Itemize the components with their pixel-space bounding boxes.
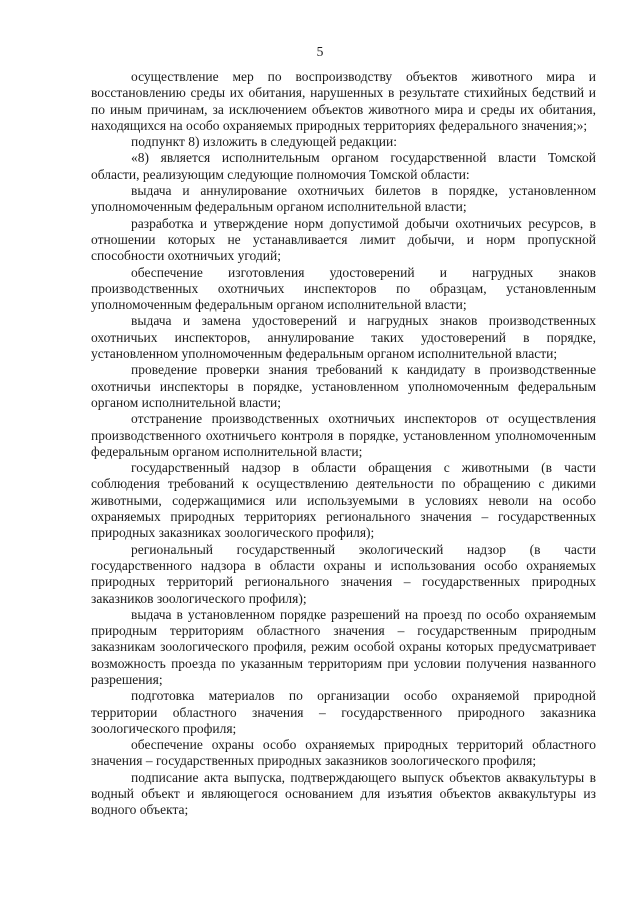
paragraph-subclause-8-intro: подпункт 8) изложить в следующей редакции: xyxy=(131,134,398,150)
paragraph-hunting-tickets: выдача и аннулирование охотничьих билетов в порядке, установленном уполномоченным федеральным органом исполнительной власти; xyxy=(91,183,596,215)
paragraph-knowledge-check: проведение проверки знания требований к кандидату в производственные охотничьи инспекторы в порядке, установленном уполномоченным федеральным органом исполнительной власти; xyxy=(91,362,596,410)
paragraph-hunting-norms: разработка и утверждение норм допустимой добычи охотничьих ресурсов, в отношении которых не устанавливается лимит добычи, и норм пропускной способности охотничьих угодий; xyxy=(91,215,596,264)
paragraph-clause-8: «8) является исполнительным органом государственной власти Томской области, реализующим следующие полномочия Томской области: xyxy=(91,150,596,182)
paragraph-inspector-removal: отстранение производственных охотничьих инспекторов от осуществления производственного охотничьего контроля в порядке, установленном уполномоченным федеральным органом исполнительной власти; xyxy=(91,411,596,459)
document-body xyxy=(91,69,596,819)
paragraph-territory-protection: обеспечение охраны особо охраняемых природных территорий областного значения – государственных природных заказников зоологического профиля; xyxy=(91,737,596,769)
paragraph-animal-supervision: государственный надзор в области обращения с животными (в части соблюдения требований к осуществлению деятельности по обращению с дикими животными, содержащимися или используемыми в условиях неволи на особо охраняемых природных территориях регионального значения – государственных природных заказниках зоологического профиля); xyxy=(91,460,596,541)
paragraph-ecological-supervision: региональный государственный экологический надзор (в части государственного надзора в области охраны и использования особо охраняемых природных территорий регионального значения – государственных природных заказников зоологического профиля); xyxy=(91,541,596,606)
paragraph-badges-issuance: выдача и замена удостоверений и нагрудных знаков производственных охотничьих инспекторов, аннулирование таких удостоверений в порядке, установленном уполномоченным федеральным органом исполнительной власти; xyxy=(91,313,596,362)
paragraph-reproduction-measures: осуществление мер по воспроизводству объектов животного мира и восстановлению среды их обитания, нарушенных в результате стихийных бедствий и по иным причинам, за исключением объектов животного мира и среды их обитания, находящихся на особо охраняемых природных территориях федерального значения;»; xyxy=(91,69,596,133)
paragraph-badges-production: обеспечение изготовления удостоверений и нагрудных знаков производственных охотничьих инспекторов по образцам, установленным уполномоченным федеральным органом исполнительной власти; xyxy=(91,264,596,313)
paragraph-passage-permits: выдача в установленном порядке разрешений на проезд по особо охраняемым природным территориям областного значения – государственным природным заказникам зоологического профиля, режим особой охраны которых предусматривает возможность проезда по указанным территориям при условии получения названного разрешения; xyxy=(91,606,596,687)
paragraph-territory-organization: подготовка материалов по организации особо охраняемой природной территории областного значения – государственного природного заказника зоологического профиля; xyxy=(91,688,596,736)
page-number: 5 xyxy=(316,44,324,59)
paragraph-aquaculture-release: подписание акта выпуска, подтверждающего выпуск объектов аквакультуры в водный объект и являющегося основанием для изъятия объектов аквакультуры из водного объекта; xyxy=(91,769,596,818)
